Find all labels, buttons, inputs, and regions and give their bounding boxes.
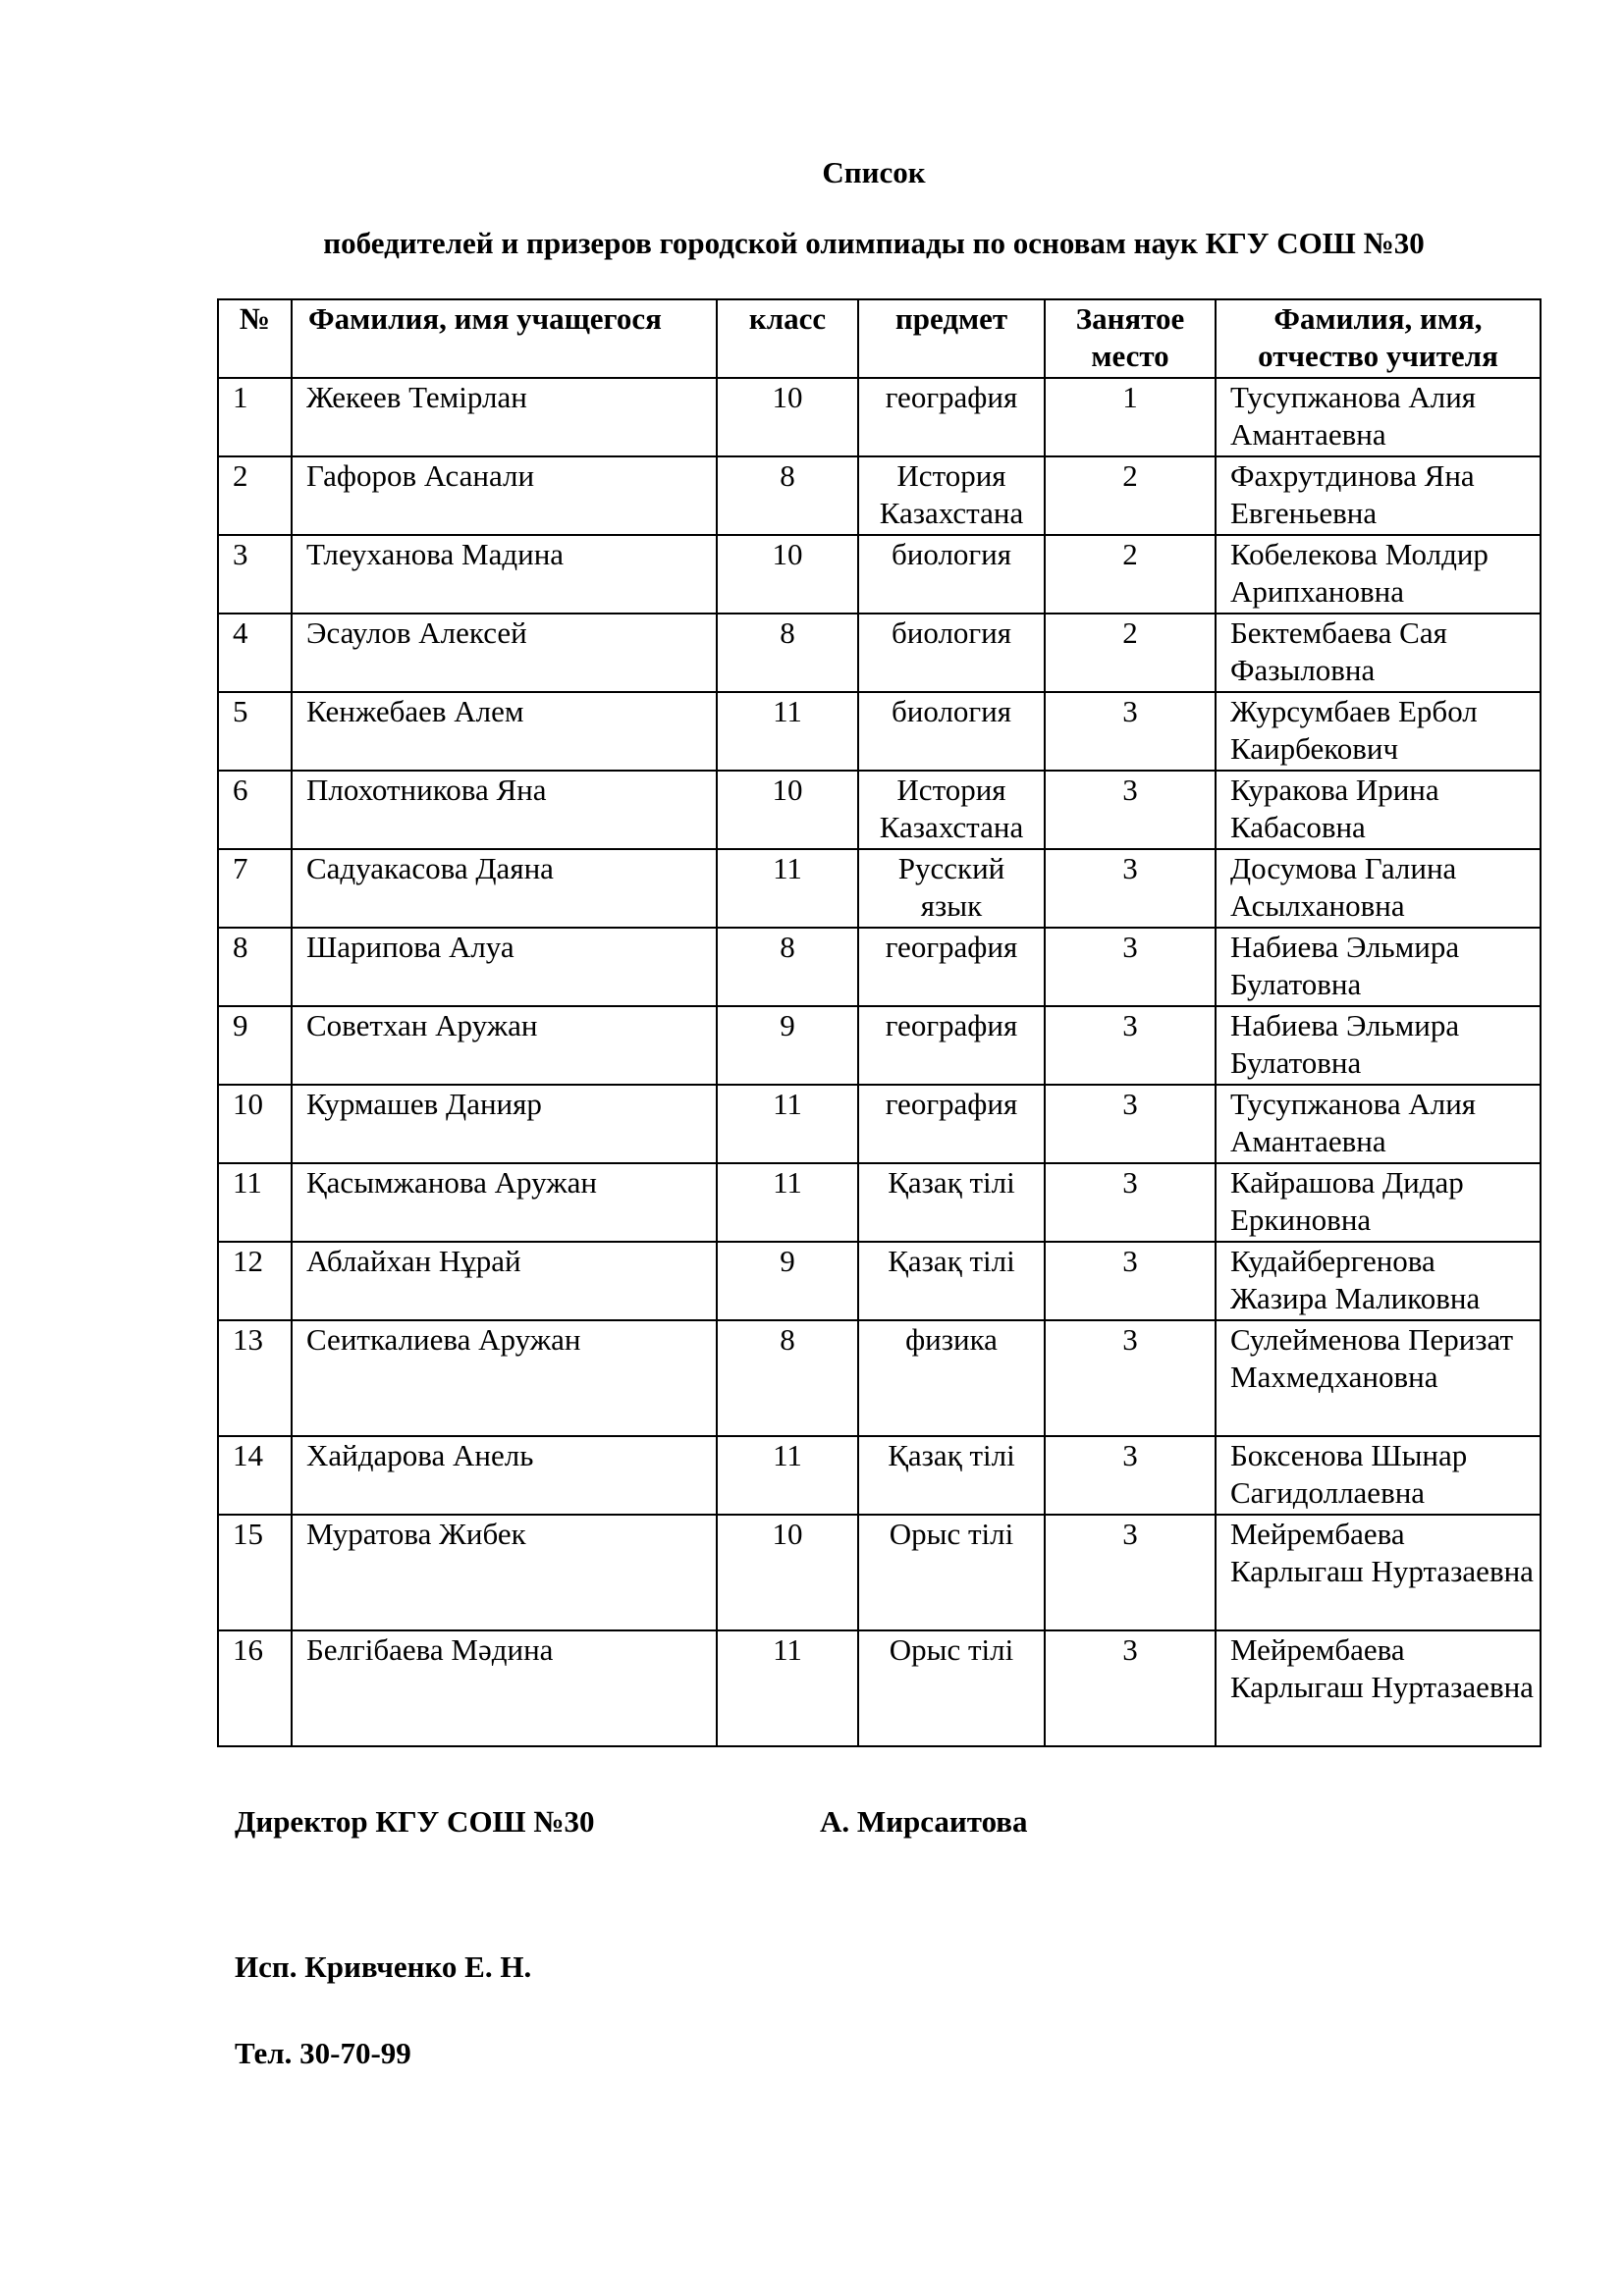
header-subject: предмет xyxy=(858,299,1045,378)
cell-teacher-name: Набиева Эльмира Булатовна xyxy=(1216,1006,1541,1085)
cell-student-name: Тлеуханова Мадина xyxy=(292,535,717,614)
cell-student-name: Жекеев Темірлан xyxy=(292,378,717,456)
cell-class: 11 xyxy=(717,1163,858,1242)
cell-teacher-name: Кобелекова Молдир Арипхановна xyxy=(1216,535,1541,614)
cell-class: 8 xyxy=(717,928,858,1006)
cell-subject: биология xyxy=(858,614,1045,692)
director-title: Директор КГУ СОШ №30 xyxy=(235,1804,595,1839)
cell-teacher-name: Тусупжанова Алия Амантаевна xyxy=(1216,378,1541,456)
cell-teacher-name: Мейрембаева Карлыгаш Нуртазаевна xyxy=(1216,1515,1541,1630)
cell-number: 14 xyxy=(218,1436,292,1515)
cell-subject: биология xyxy=(858,692,1045,771)
cell-class: 9 xyxy=(717,1006,858,1085)
cell-student-name: Плохотникова Яна xyxy=(292,771,717,849)
cell-place: 3 xyxy=(1045,1436,1216,1515)
cell-student-name: Курмашев Данияр xyxy=(292,1085,717,1163)
table-row xyxy=(218,378,1541,456)
cell-number: 13 xyxy=(218,1320,292,1436)
cell-class: 10 xyxy=(717,535,858,614)
cell-class: 8 xyxy=(717,1320,858,1436)
cell-number: 15 xyxy=(218,1515,292,1630)
cell-place: 3 xyxy=(1045,771,1216,849)
cell-teacher-name: Мейрембаева Карлыгаш Нуртазаевна xyxy=(1216,1630,1541,1746)
table-row xyxy=(218,535,1541,614)
table-row xyxy=(218,1242,1541,1320)
cell-place: 3 xyxy=(1045,692,1216,771)
cell-teacher-name: Кудайбергенова Жазира Маликовна xyxy=(1216,1242,1541,1320)
cell-place: 3 xyxy=(1045,928,1216,1006)
cell-student-name: Советхан Аружан xyxy=(292,1006,717,1085)
cell-student-name: Кенжебаев Алем xyxy=(292,692,717,771)
cell-number: 10 xyxy=(218,1085,292,1163)
cell-teacher-name: Набиева Эльмира Булатовна xyxy=(1216,928,1541,1006)
cell-place: 3 xyxy=(1045,1006,1216,1085)
cell-number: 9 xyxy=(218,1006,292,1085)
table-row xyxy=(218,692,1541,771)
cell-place: 3 xyxy=(1045,1630,1216,1746)
cell-place: 2 xyxy=(1045,535,1216,614)
cell-student-name: Садуакасова Даяна xyxy=(292,849,717,928)
cell-subject: Орыс тілі xyxy=(858,1630,1045,1746)
cell-teacher-name: Куракова Ирина Кабасовна xyxy=(1216,771,1541,849)
header-place: Занятое место xyxy=(1045,299,1216,378)
header-teacher-name: Фамилия, имя, отчество учителя xyxy=(1216,299,1541,378)
cell-number: 8 xyxy=(218,928,292,1006)
cell-place: 3 xyxy=(1045,849,1216,928)
cell-teacher-name: Боксенова Шынар Сагидоллаевна xyxy=(1216,1436,1541,1515)
cell-teacher-name: Журсумбаев Ербол Каирбекович xyxy=(1216,692,1541,771)
cell-subject: История Казахстана xyxy=(858,456,1045,535)
cell-class: 10 xyxy=(717,378,858,456)
cell-teacher-name: Сулейменова Перизат Махмедхановна xyxy=(1216,1320,1541,1436)
executor-line: Исп. Кривченко Е. Н. xyxy=(235,1949,532,1984)
header-student-name: Фамилия, имя учащегося xyxy=(292,299,717,378)
table-row xyxy=(218,1515,1541,1630)
cell-place: 2 xyxy=(1045,614,1216,692)
cell-subject: Орыс тілі xyxy=(858,1515,1045,1630)
cell-number: 4 xyxy=(218,614,292,692)
cell-subject: география xyxy=(858,1006,1045,1085)
table-row xyxy=(218,1163,1541,1242)
phone-line: Тел. 30-70-99 xyxy=(235,2036,411,2070)
cell-number: 6 xyxy=(218,771,292,849)
cell-class: 11 xyxy=(717,1085,858,1163)
cell-student-name: Хайдарова Анель xyxy=(292,1436,717,1515)
cell-class: 9 xyxy=(717,1242,858,1320)
table-row xyxy=(218,614,1541,692)
cell-place: 3 xyxy=(1045,1085,1216,1163)
cell-number: 2 xyxy=(218,456,292,535)
cell-place: 3 xyxy=(1045,1242,1216,1320)
cell-class: 10 xyxy=(717,771,858,849)
cell-subject: география xyxy=(858,1085,1045,1163)
cell-student-name: Шарипова Алуа xyxy=(292,928,717,1006)
cell-subject: Русский язык xyxy=(858,849,1045,928)
cell-number: 16 xyxy=(218,1630,292,1746)
table-row xyxy=(218,1630,1541,1746)
cell-student-name: Гафоров Асанали xyxy=(292,456,717,535)
cell-place: 3 xyxy=(1045,1163,1216,1242)
cell-number: 11 xyxy=(218,1163,292,1242)
cell-subject: Қазақ тілі xyxy=(858,1242,1045,1320)
cell-place: 3 xyxy=(1045,1515,1216,1630)
cell-student-name: Сеиткалиева Аружан xyxy=(292,1320,717,1436)
cell-number: 5 xyxy=(218,692,292,771)
director-name: А. Мирсаитова xyxy=(820,1804,1028,1839)
cell-subject: История Казахстана xyxy=(858,771,1045,849)
cell-place: 2 xyxy=(1045,456,1216,535)
header-number: № xyxy=(218,299,292,378)
cell-class: 10 xyxy=(717,1515,858,1630)
cell-subject: Қазақ тілі xyxy=(858,1163,1045,1242)
cell-student-name: Эсаулов Алексей xyxy=(292,614,717,692)
cell-teacher-name: Досумова Галина Асылхановна xyxy=(1216,849,1541,928)
cell-subject: география xyxy=(858,378,1045,456)
cell-number: 3 xyxy=(218,535,292,614)
table-header-row xyxy=(218,299,1541,378)
table-row xyxy=(218,1436,1541,1515)
table-row xyxy=(218,928,1541,1006)
table-row xyxy=(218,1006,1541,1085)
cell-student-name: Белгібаева Мәдина xyxy=(292,1630,717,1746)
table-row xyxy=(218,849,1541,928)
cell-student-name: Муратова Жибек xyxy=(292,1515,717,1630)
cell-subject: Қазақ тілі xyxy=(858,1436,1045,1515)
table-row xyxy=(218,456,1541,535)
cell-class: 8 xyxy=(717,456,858,535)
table-body xyxy=(218,378,1541,1746)
cell-subject: биология xyxy=(858,535,1045,614)
cell-subject: физика xyxy=(858,1320,1045,1436)
cell-class: 11 xyxy=(717,1436,858,1515)
cell-number: 12 xyxy=(218,1242,292,1320)
cell-number: 7 xyxy=(218,849,292,928)
cell-class: 11 xyxy=(717,1630,858,1746)
results-table xyxy=(217,298,1542,1747)
table-row xyxy=(218,1085,1541,1163)
cell-class: 11 xyxy=(717,692,858,771)
cell-class: 11 xyxy=(717,849,858,928)
document-title: Список xyxy=(822,155,926,189)
cell-class: 8 xyxy=(717,614,858,692)
cell-teacher-name: Бектембаева Сая Фазыловна xyxy=(1216,614,1541,692)
cell-student-name: Қасымжанова Аружан xyxy=(292,1163,717,1242)
table-row xyxy=(218,771,1541,849)
cell-subject: география xyxy=(858,928,1045,1006)
header-class: класс xyxy=(717,299,858,378)
cell-number: 1 xyxy=(218,378,292,456)
cell-teacher-name: Кайрашова Дидар Еркиновна xyxy=(1216,1163,1541,1242)
cell-place: 3 xyxy=(1045,1320,1216,1436)
cell-teacher-name: Фахрутдинова Яна Евгеньевна xyxy=(1216,456,1541,535)
cell-student-name: Аблайхан Нұрай xyxy=(292,1242,717,1320)
document-subtitle: победителей и призеров городской олимпиады по основам наук КГУ СОШ №30 xyxy=(323,226,1425,260)
table-row xyxy=(218,1320,1541,1436)
cell-place: 1 xyxy=(1045,378,1216,456)
cell-teacher-name: Тусупжанова Алия Амантаевна xyxy=(1216,1085,1541,1163)
